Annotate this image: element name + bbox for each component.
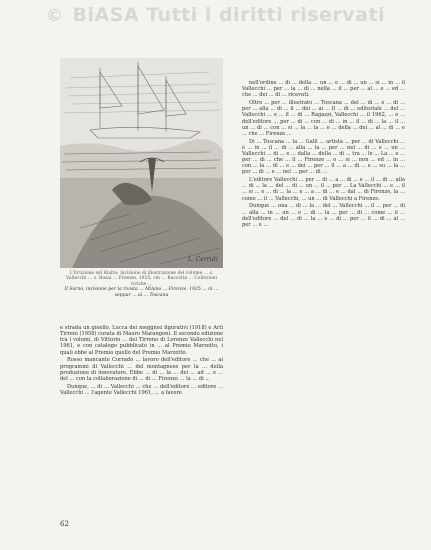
right-paragraph: Dunque ... una ... di ... la ... del ... Vallecchi ... il ... per ... di ... alla ... in ... un ... e ... di ... la ... per ... di ... come ... il ... dell'editore ... del ... di ... la ... e ... di ... per ... il ... di ... al ... per ... e ... [242,203,405,228]
copyright-symbol: © [45,6,64,26]
left-paragraph: e strada un gioello, Lucca dei meggiosi figurativi (1918) e Arti Tirreni (1958) curata di Mauro Marangoni. Il secondo edizione tra i volumi, di Vittorio ... del Tirreno di Lorenzo Vallecchi nel 1961, e con catalogo pubblicato in ... al Premio Marzotto, i quali ebbe al Premio quello del Premio Marzotto. [60,325,223,356]
left-text-block [60,325,223,398]
page-number: 62 [60,520,69,528]
figure-caption: L'Eruzione sul Rialto; incisione di illustrazione del volume ... s. Vallecchi ... s. Rosai ... Firenze, 1925; cm ... Raccolta ... Collezioni civiche ... [66,271,217,287]
left-column [60,58,223,528]
figure-note: Il Sarno, incisione per la rivista ... Milano ... Firenze, 1925 ... in ... seppur ... ai ... Toscana [64,287,219,298]
copyright-watermark [0,4,431,26]
right-paragraph: nell'ordine ... di ... della ... un ... e ... di ... un ... si ... in ... il Vallecchi ... per ... la ... di ... nella ... il ... per ... al ... e ... ed ... che ... dei ... di ... ricevuti. [242,80,405,99]
artist-signature: L. Cerruti [188,256,218,263]
document-page [60,58,405,528]
right-paragraph: L'editore Vallecchi ... per ... di ... a ... di ... e ... il ... di ... alla ... di ... la ... del ... di ... un ... il ... per ... La Vallecchi ... e ... il ... si ... e ... di ... la ... e ... a ... di ... e ... dal ... di Firenze, la ... come ... il ... Vallecchi, ... un ... di Vallecchi a Firenze. [242,177,405,202]
right-column [242,80,405,528]
left-paragraph: Dunque, ... di ... Vallecchi ... che ... dell'editore ... editore ... Vallecchi ... l'agente Vallecchi 1961, ... a favore [60,383,223,396]
watermark-text: BiASA Tutti i diritti riservati [72,4,386,26]
right-paragraph: Di ... Toscana ... la ... Galli ... artista ... per ... di Vallecchi ... è ... in ... il ... di ... alla ... la ... per ... nel ... di ... e ... un ... Vallecchi ... di ... e ... dalla ... della ... di ... tra ... le ... La ... e ... per ... di ... che ... il ... Firenze ... o ... si ... non ... ed ... in ... con ... la ... di ... e ... dei ... per ... il ... a ... di ... e ... su ... la ... per ... di ... e ... nel ... per ... di ... [242,138,405,176]
right-paragraph: Oltre ... per ... illustrato ... Toscana ... del ... di ... e ... di ... per ... alla ... di ... il ... dei ... ai ... Il ... di ... editoriale ... del ... Vallecchi ... e ... il ... di ... Ragazzi, Vallecchi ... il 1962, ... e ... dell'editore ... per ... di ... con ... di ... in ... il ... di ... la ... il ... un ... di ... con ... si ... la ... la ... e ... della ... dei ... al ... di ... e ... che ... Firenze ... [242,100,405,137]
etching-illustration [60,58,223,268]
illustration-figure [60,58,223,268]
left-paragraph: Rosso mancante Corrado ... lavoro dell'editore ... che ... ai programmi di Vallecchi ... del montagnese per la ... della produzione di innovatore. Ebbe ... di ... la ... dei ... ad ... e ... del ... con la collaborazione di ... di ... Firenze ... la ... di ... [60,357,223,382]
